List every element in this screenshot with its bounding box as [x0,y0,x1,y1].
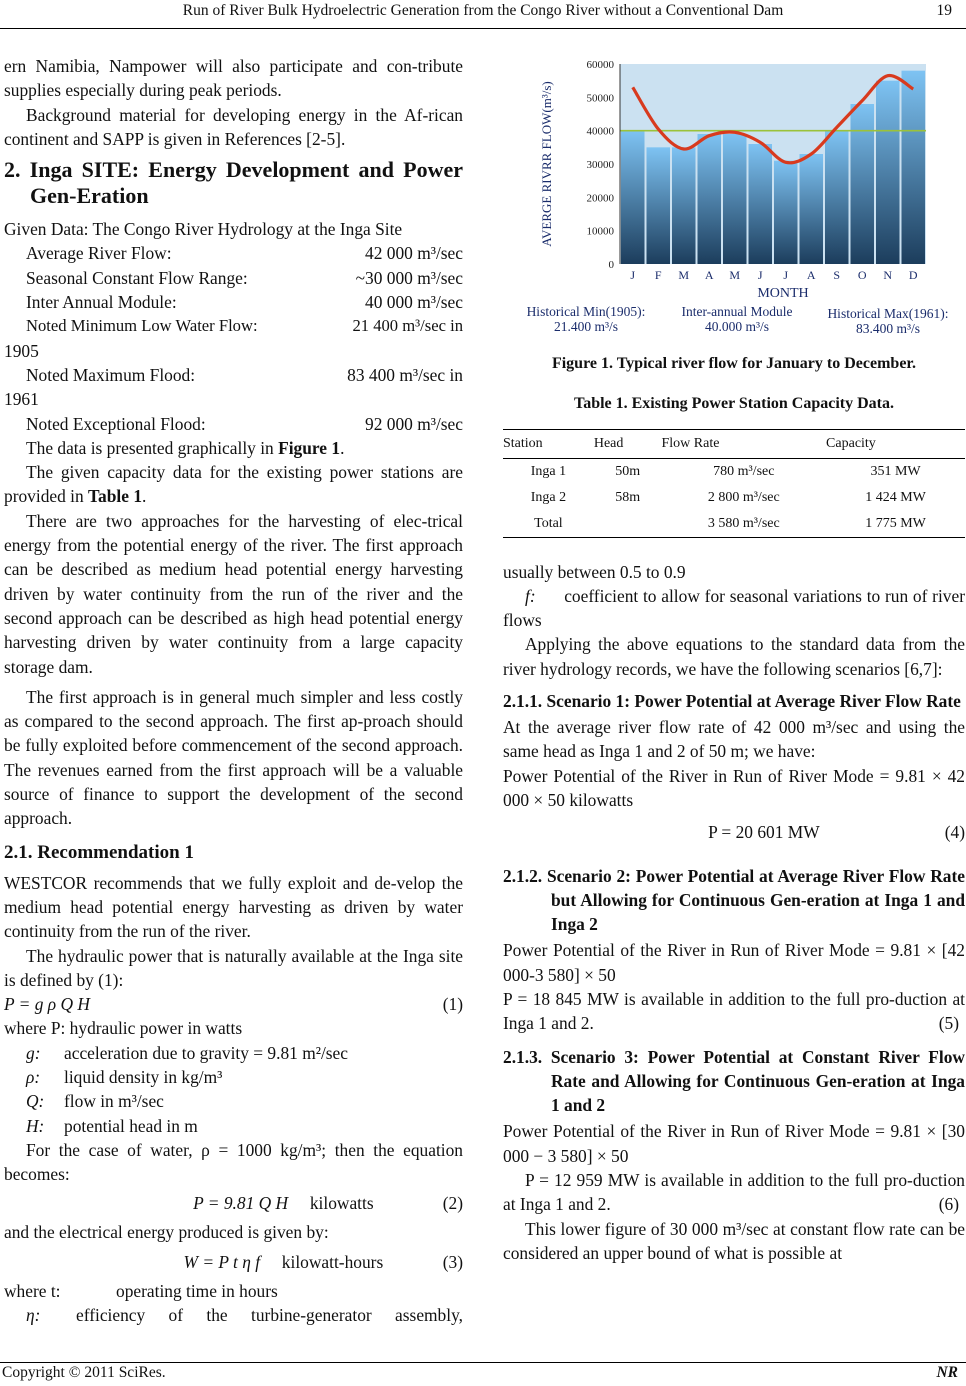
scenario-1-paragraph: At the average river flow rate of 42 000 m³/sec and using the same head as Inga 1 and 2 of 50 m; we have: [503,717,965,762]
table-ref-end: . [142,486,147,507]
flow-max-year: 1961 [4,389,39,410]
definition-symbol: H: [26,1115,45,1136]
y-tick-label: 10000 [586,225,614,238]
flow-min-label: Noted Minimum Low Water Flow: [26,316,258,336]
month-tick-label: A [704,268,714,282]
definition-t-text: operating time in hours [116,1280,278,1301]
flow-exceptional-value: 92 000 m³/sec [365,413,463,434]
equation-1-formula: P = g ρ Q H [4,994,90,1015]
equation-6-number: (6) [938,1194,959,1215]
header-rule [0,28,966,29]
scenario-3-power: Power Potential of the River in Run of River Mode = 9.81 × [30 000 − 3 580] × 50 [503,1121,965,1166]
equation-2-unit: kilowatts [309,1193,374,1214]
flow-chart [507,50,963,340]
equation-2-body [124,1191,443,1215]
stat-min-label: Historical Min(1905): [526,304,646,319]
applying-paragraph: Applying the above equations to the standard data from the river hydrology records, we have the following scenarios [6,7]: [503,634,965,679]
intro-paragraph-1: ern Namibia, Nampower will also participate and con-tribute supplies especially during peak periods. [4,56,463,101]
y-tick-label: 30000 [586,159,614,171]
scenario-3-result [503,1168,965,1217]
lower-figure-paragraph: This lower figure of 30 000 m³/sec at constant flow rate can be considered an upper bound of what is possible at [503,1218,965,1263]
definition-symbol: g: [26,1042,41,1063]
stat-module-label: Inter-annual Module [681,304,793,319]
flow-bar [698,134,722,264]
equation-2 [4,1186,463,1220]
stat-min [511,304,661,334]
equation-4 [503,812,965,852]
x-axis-label: MONTH [757,286,809,301]
page-number: 19 [936,2,952,19]
month-tick-label: S [833,268,841,282]
definition-f [503,584,965,633]
flow-max-value: 83 400 m³/sec in [347,364,463,385]
graph-ref-text: The data is presented graphically in [26,437,279,458]
equation-2-number: (2) [442,1193,463,1214]
flow-bar [825,131,849,264]
table-caption: Table 1. Existing Power Station Capacity Data. [573,395,894,413]
definition-g [4,1041,463,1065]
capacity-table [503,429,965,538]
definition-t [4,1279,463,1303]
flow-min-value: 21 400 m³/sec in [352,316,463,336]
table-row [503,511,965,538]
definition-eta-symbol: η: [26,1305,41,1326]
scenario-1-power: Power Potential of the River in Run of River Mode = 9.81 × 42 000 × 50 kilowatts [503,765,965,810]
stat-max [813,306,963,336]
y-tick-label: 40000 [586,125,614,138]
table-row [503,485,965,511]
flow-module-label: Inter Annual Module: [26,292,177,313]
left-column [4,54,463,1327]
month-tick-label: F [654,268,662,282]
flow-max-label: Noted Maximum Flood: [26,364,196,385]
month-tick-label: A [806,268,816,282]
copyright: Copyright © 2011 SciRes. [2,1364,166,1381]
stat-min-value: 21.400 m³/s [553,319,619,334]
table-link[interactable]: Table 1 [88,486,143,507]
flow-bar [902,71,926,264]
table-header: Capacity [826,429,965,458]
footer-rule [0,1362,966,1363]
equation-3 [4,1245,463,1279]
where-p-line: where P: hydraulic power in watts [4,1018,243,1039]
flow-max-row [4,363,463,387]
intro-paragraph-2: Background material for developing energy in the Af-rican continent and SAPP is given in References [2-5]. [4,104,463,149]
equation-1-number: (1) [442,994,463,1015]
table-cell: 1 775 MW [826,511,965,538]
definition-symbol: Q: [26,1091,45,1112]
graph-reference-paragraph [4,436,463,460]
table-cell: 1 424 MW [865,489,926,505]
table-header: Station [503,429,594,458]
definition-eta-text: efficiency of the turbine-generator assembly, [76,1305,463,1326]
usually-line: usually between 0.5 to 0.9 [503,561,686,582]
graph-ref-end: . [340,437,345,458]
flow-seasonal-label: Seasonal Constant Flow Range: [26,267,248,288]
scenario-2-power: Power Potential of the River in Run of River Mode = 9.81 × [42 000-3 580] × 50 [503,940,965,985]
stat-module [667,304,807,334]
table-cell: 351 MW [870,463,921,479]
month-tick-label: O [857,268,867,282]
flow-bar [672,147,696,264]
scenario-1-heading: 2.1.1. Scenario 1: Power Potential at Average River Flow Rate [503,691,961,712]
flow-bar [851,104,875,264]
definition-f-symbol: f: [525,585,536,606]
flow-average-row [4,241,463,265]
flow-bar [647,147,671,264]
equation-3-body [124,1250,443,1274]
scenario-3-heading: 2.1.3. Scenario 3: Power Potential at Constant River Flow Rate and Allowing for Continuous Gen-eration at Inga 1 and 2 [503,1047,965,1116]
table-ref-text: The given capacity data for the existing power stations are provided in [4,462,463,507]
equation-3-number: (3) [442,1251,463,1272]
water-paragraph: For the case of water, ρ = 1000 kg/m³; then the equation becomes: [4,1139,463,1185]
flow-min-year: 1905 [4,340,39,361]
month-tick-label: D [908,268,918,282]
table-cell: Total [503,511,594,538]
flow-bar [876,81,900,264]
westcor-paragraph: WESTCOR recommends that we fully exploit and de-velop the medium head potential energy harvesting as driven by water continuity from the run of the river. [4,872,463,942]
month-tick-label: J [757,268,763,282]
figure-caption: Figure 1. Typical river flow for January to December. [551,355,917,372]
given-data-line: Given Data: The Congo River Hydrology at the Inga Site [4,219,403,240]
scenario-2-result [503,987,965,1036]
scenario-2-result-text: P = 18 845 MW is available in addition to the full pro-duction at Inga 1 and 2. [503,988,965,1034]
table-cell: 780 m³/sec [713,463,775,479]
y-tick-label: 0 [608,259,614,271]
table-cell: 50m [615,463,641,479]
equation-4-formula: P = 20 601 MW [708,822,820,843]
month-tick-label: N [883,268,893,282]
scenario-3-result-text: P = 12 959 MW is available in addition to the full pro-duction at Inga 1 and 2. [503,1170,965,1215]
table-header-row [503,429,965,458]
stat-max-label: Historical Max(1961): [827,306,949,321]
flow-bar [800,154,824,264]
running-title: Run of River Bulk Hydroelectric Generation from the Congo River without a Conventional Dam [182,2,784,19]
flow-bar [621,131,645,264]
table-row [503,458,965,485]
flow-module-row [4,290,463,314]
definition-text: potential head in m [64,1115,198,1136]
month-tick-label: M [678,268,690,282]
flow-bar [774,161,798,264]
definition-text: flow in m³/sec [64,1091,164,1112]
table-header: Flow Rate [662,429,827,458]
flow-average-label: Average River Flow: [26,243,172,264]
energy-paragraph: and the electrical energy produced is given by: [4,1222,329,1243]
equation-1 [4,992,463,1016]
flow-bar [749,144,773,264]
approaches-paragraph: There are two approaches for the harvesting of elec-trical energy from the potential energy of the river. The first approach can be described as medium head potential energy harvesting driven by water continuity from the run of the river and the second approach can be described as high head potential energy harvesting driven by water continuity from a large capacity storage dam. [4,510,463,677]
equation-3-unit: kilowatt-hours [281,1251,384,1272]
definition-eta [4,1303,463,1327]
stat-module-value: 40.000 m³/s [704,319,770,334]
subsection-heading: 2.1. Recommendation 1 [4,841,194,863]
flow-average-value: 42 000 m³/sec [365,243,463,264]
table-cell: 58m [615,489,641,505]
section-heading: 2. Inga SITE: Energy Development and Power Gen-Eration [4,157,463,209]
equation-2-formula: P = 9.81 Q H [193,1193,289,1214]
hydraulic-paragraph: The hydraulic power that is naturally available at the Inga site is defined by (1): [4,945,463,990]
figure-link[interactable]: Figure 1 [278,437,341,458]
first-approach-paragraph: The first approach is in general much simpler and less costly as compared to the second approach. The first ap-proach should be fully exploited before commencement of the second approach. The revenues earned from the first approach will be a valuable source of finance to support the development of the second approach. [4,686,463,829]
flow-seasonal-row [4,266,463,290]
journal-abbrev: NR [936,1364,958,1381]
y-axis-label: AVERGE RIVRR FLOW(m³/s) [539,81,554,247]
table-reference-paragraph [4,460,463,509]
flow-exceptional-row [4,412,463,436]
flow-min-row [4,314,463,338]
definition-f-text: coefficient to allow for seasonal variations to run of river flows [503,585,965,631]
definition-h [4,1114,463,1138]
table-cell [594,511,662,538]
y-tick-label: 60000 [586,59,614,71]
definition-text: liquid density in kg/m³ [64,1066,223,1087]
y-tick-label: 50000 [586,92,614,105]
flow-module-value: 40 000 m³/sec [365,292,463,313]
y-tick-label: 20000 [586,192,614,205]
equation-5-number: (5) [938,1013,959,1034]
table-cell: 3 580 m³/sec [662,511,827,538]
definition-symbol: ρ: [26,1066,41,1087]
figure-1 [507,50,963,340]
month-tick-label: J [783,268,789,282]
month-tick-label: M [729,268,741,282]
equation-4-number: (4) [944,822,965,843]
right-column [503,50,965,1265]
stat-max-value: 83.400 m³/s [855,321,921,336]
flow-seasonal-value: ~30 000 m³/sec [355,267,463,288]
definition-rho [4,1065,463,1089]
table-header: Head [594,429,662,458]
month-tick-label: J [630,268,636,282]
table-cell: 2 800 m³/sec [707,489,780,505]
flow-bar [723,134,747,264]
table-cell: Inga 2 [530,489,567,505]
equation-3-formula: W = P t η f [183,1251,261,1272]
table-cell: Inga 1 [530,463,567,479]
definition-t-symbol: where t: [4,1280,61,1301]
scenario-2-heading: 2.1.2. Scenario 2: Power Potential at Average River Flow Rate but Allowing for Continuous Gen-eration at Inga 1 and Inga 2 [503,866,965,935]
definition-q [4,1089,463,1113]
definition-text: acceleration due to gravity = 9.81 m²/sec [64,1042,348,1063]
flow-exceptional-label: Noted Exceptional Flood: [26,413,206,434]
